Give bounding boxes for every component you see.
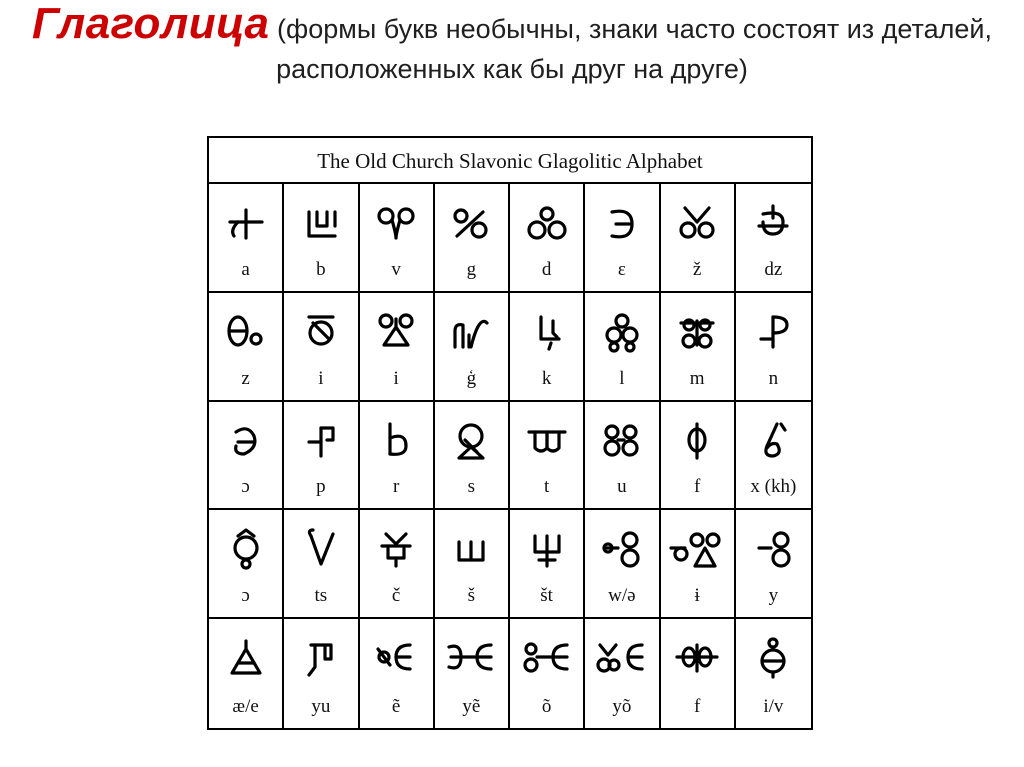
latin-transliteration: t — [543, 476, 550, 498]
glagolitic-uku-icon — [585, 416, 658, 466]
latin-transliteration: m — [689, 367, 705, 389]
latin-transliteration: č — [391, 585, 401, 607]
letter-cell — [585, 619, 660, 728]
letter-cell — [284, 619, 359, 728]
letter-cell — [360, 184, 435, 293]
latin-transliteration: z — [241, 367, 250, 389]
latin-transliteration: yu — [311, 696, 331, 717]
alphabet-grid — [209, 184, 811, 728]
slide-title — [30, 0, 994, 89]
glagolitic-dzelo-icon — [736, 198, 811, 248]
letter-cell — [585, 184, 660, 293]
letter-cell — [209, 510, 284, 619]
letter-cell — [736, 293, 811, 402]
latin-transliteration: dz — [764, 258, 783, 280]
letter-cell — [284, 184, 359, 293]
letter-cell — [209, 293, 284, 402]
latin-transliteration: b — [316, 258, 326, 280]
latin-transliteration: i/v — [763, 696, 784, 717]
latin-transliteration: yõ — [612, 696, 632, 717]
glagolitic-tsi-icon — [284, 524, 357, 574]
glagolitic-yeru-icon — [585, 524, 658, 574]
latin-transliteration: ž — [692, 258, 702, 280]
glagolitic-zemlja-icon — [209, 307, 282, 357]
letter-cell — [284, 510, 359, 619]
letter-cell — [435, 510, 510, 619]
glagolitic-ljudije-icon — [585, 307, 658, 357]
latin-transliteration: k — [541, 367, 552, 389]
latin-transliteration: l — [619, 367, 625, 389]
letter-cell — [360, 402, 435, 511]
letter-cell — [585, 402, 660, 511]
letter-cell — [661, 619, 736, 728]
latin-transliteration: ɔ — [241, 476, 250, 498]
glagolitic-izhitsa-icon — [736, 633, 811, 683]
latin-transliteration: s — [467, 476, 476, 498]
latin-transliteration: x (kh) — [750, 476, 797, 498]
glagolitic-otu-icon — [209, 524, 282, 574]
letter-cell — [661, 184, 736, 293]
latin-transliteration: ɨ — [694, 585, 700, 607]
glagolitic-iotated-big-yus-icon — [585, 633, 658, 683]
glagolitic-myslite-icon — [661, 307, 734, 357]
latin-transliteration: št — [540, 585, 553, 607]
letter-cell — [661, 510, 736, 619]
letter-cell — [736, 184, 811, 293]
letter-cell — [585, 293, 660, 402]
letter-cell — [736, 510, 811, 619]
glagolitic-djerv-icon — [435, 307, 508, 357]
glagolitic-yest-icon — [585, 198, 658, 248]
latin-transliteration: f — [693, 476, 701, 498]
latin-transliteration: ts — [314, 585, 328, 607]
letter-cell — [736, 619, 811, 728]
glagolitic-heru-icon — [736, 416, 811, 466]
glagolitic-nash-icon — [736, 307, 811, 357]
glagolitic-yati-icon — [209, 633, 282, 683]
glagolitic-ritsi-icon — [360, 416, 433, 466]
latin-transliteration: d — [541, 258, 552, 280]
letter-cell — [510, 184, 585, 293]
latin-transliteration: yẽ — [462, 696, 481, 717]
latin-transliteration: š — [467, 585, 476, 607]
letter-cell — [284, 402, 359, 511]
letter-cell — [661, 402, 736, 511]
table-caption: The Old Church Slavonic Glagolitic Alphabet — [209, 138, 811, 184]
letter-cell — [435, 293, 510, 402]
latin-transliteration: æ/e — [232, 696, 259, 717]
letter-cell — [435, 402, 510, 511]
letter-cell — [510, 402, 585, 511]
latin-transliteration: n — [768, 367, 779, 389]
glagolitic-iotated-small-yus-icon — [435, 633, 508, 683]
glagolitic-fita-icon — [661, 633, 734, 683]
latin-transliteration: y — [768, 585, 779, 607]
glagolitic-i-icon — [360, 307, 433, 357]
latin-transliteration: w/ə — [608, 585, 636, 607]
letter-cell — [209, 402, 284, 511]
glagolitic-zhivete-icon — [661, 198, 734, 248]
latin-transliteration: i — [318, 367, 324, 389]
latin-transliteration: v — [391, 258, 401, 280]
glagolitic-big-yus-icon — [510, 633, 583, 683]
glagolitic-slovo-icon — [435, 416, 508, 466]
latin-transliteration: ɔ — [241, 585, 250, 607]
latin-transliteration: õ — [541, 696, 552, 717]
glagolitic-vedi-icon — [360, 198, 433, 248]
glagolitic-pokoji-icon — [284, 416, 357, 466]
glagolitic-dobro-icon — [510, 198, 583, 248]
letter-cell — [510, 293, 585, 402]
letter-cell — [360, 293, 435, 402]
glagolitic-shta-icon — [510, 524, 583, 574]
latin-transliteration: i — [393, 367, 399, 389]
latin-transliteration: p — [316, 476, 326, 498]
letter-cell — [510, 510, 585, 619]
glagolitic-yery-icon — [661, 524, 734, 574]
alphabet-table — [207, 136, 813, 730]
glagolitic-chrivi-icon — [360, 524, 433, 574]
glagolitic-sha-icon — [435, 524, 508, 574]
latin-transliteration: f — [693, 696, 701, 717]
glagolitic-yu-icon — [284, 633, 357, 683]
latin-transliteration: r — [392, 476, 400, 498]
letter-cell — [209, 619, 284, 728]
latin-transliteration: g — [466, 258, 477, 280]
latin-transliteration: ģ — [466, 367, 477, 389]
glagolitic-onu-icon — [209, 416, 282, 466]
glagolitic-izhe-icon — [284, 307, 357, 357]
latin-transliteration: ẽ — [391, 696, 401, 717]
latin-transliteration: u — [617, 476, 627, 498]
letter-cell — [585, 510, 660, 619]
letter-cell — [510, 619, 585, 728]
glagolitic-tvrido-icon — [510, 416, 583, 466]
latin-transliteration: ɛ — [617, 258, 626, 280]
glagolitic-yeri-icon — [736, 524, 811, 574]
glagolitic-kako-icon — [510, 307, 583, 357]
letter-cell — [435, 619, 510, 728]
latin-transliteration: a — [241, 258, 250, 280]
letter-cell — [360, 619, 435, 728]
letter-cell — [661, 293, 736, 402]
glagolitic-fritu-icon — [661, 416, 734, 466]
letter-cell — [209, 184, 284, 293]
glagolitic-buky-icon — [284, 198, 357, 248]
title-main: Глаголица — [32, 0, 270, 48]
glagolitic-small-yus-icon — [360, 633, 433, 683]
letter-cell — [736, 402, 811, 511]
letter-cell — [284, 293, 359, 402]
letter-cell — [435, 184, 510, 293]
glagolitic-glagoli-icon — [435, 198, 508, 248]
title-subtitle: (формы букв необычны, знаки часто состоят из деталей, расположенных как бы друг на друге) — [276, 14, 992, 84]
letter-cell — [360, 510, 435, 619]
glagolitic-az-icon — [209, 198, 282, 248]
